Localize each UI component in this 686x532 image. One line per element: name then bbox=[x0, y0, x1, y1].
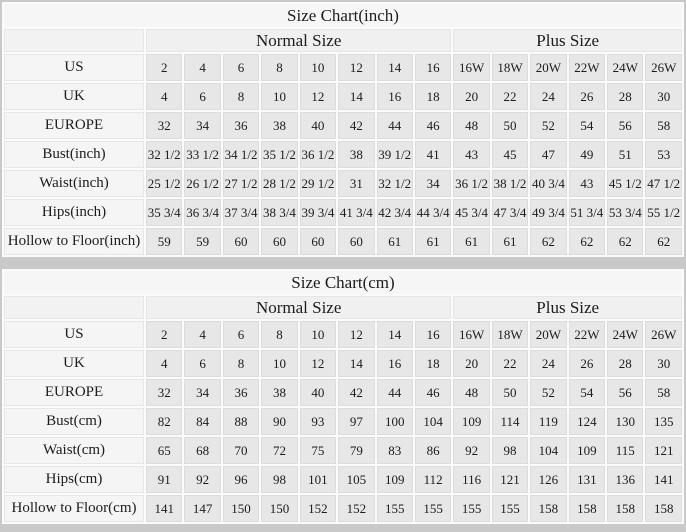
size-cell: 4 bbox=[146, 350, 182, 377]
size-cell: 44 bbox=[377, 112, 413, 139]
size-cell: 91 bbox=[146, 466, 182, 493]
size-cell: 141 bbox=[645, 466, 682, 493]
size-cell: 22 bbox=[492, 350, 528, 377]
size-cell: 6 bbox=[223, 54, 259, 81]
table-row bbox=[4, 199, 682, 226]
size-cell: 109 bbox=[377, 466, 413, 493]
size-cell: 104 bbox=[415, 408, 451, 435]
size-cell: 28 1/2 bbox=[261, 170, 297, 197]
size-cell: 41 3/4 bbox=[338, 199, 374, 226]
size-cell: 30 bbox=[645, 83, 682, 110]
size-cell: 158 bbox=[607, 495, 643, 522]
size-cell: 14 bbox=[338, 83, 374, 110]
size-cell: 48 bbox=[453, 379, 489, 406]
size-cell: 40 bbox=[300, 112, 336, 139]
row-label: US bbox=[4, 321, 144, 348]
corner-cell bbox=[4, 29, 144, 52]
size-cell: 6 bbox=[184, 83, 220, 110]
size-cell: 12 bbox=[300, 83, 336, 110]
size-cell: 90 bbox=[261, 408, 297, 435]
size-cell: 48 bbox=[453, 112, 489, 139]
size-cell: 14 bbox=[338, 350, 374, 377]
size-cell: 155 bbox=[492, 495, 528, 522]
size-cell: 16 bbox=[415, 54, 451, 81]
size-cell: 92 bbox=[184, 466, 220, 493]
size-cell: 155 bbox=[453, 495, 489, 522]
size-cell: 158 bbox=[645, 495, 682, 522]
size-cell: 4 bbox=[184, 54, 220, 81]
size-cell: 43 bbox=[569, 170, 605, 197]
size-cell: 12 bbox=[338, 54, 374, 81]
group-header-row bbox=[4, 296, 682, 319]
size-cell: 43 bbox=[453, 141, 489, 168]
size-cell: 8 bbox=[261, 54, 297, 81]
size-cell: 40 bbox=[300, 379, 336, 406]
size-cell: 84 bbox=[184, 408, 220, 435]
size-cell: 24W bbox=[607, 321, 643, 348]
size-cell: 39 1/2 bbox=[377, 141, 413, 168]
size-cell: 62 bbox=[530, 228, 566, 255]
size-cell: 52 bbox=[530, 112, 566, 139]
size-cell: 24 bbox=[530, 83, 566, 110]
size-cell: 62 bbox=[607, 228, 643, 255]
size-cell: 38 bbox=[261, 112, 297, 139]
size-cell: 56 bbox=[607, 112, 643, 139]
size-cell: 155 bbox=[415, 495, 451, 522]
size-cell: 34 bbox=[415, 170, 451, 197]
size-cell: 44 bbox=[377, 379, 413, 406]
size-cell: 150 bbox=[223, 495, 259, 522]
size-cell: 59 bbox=[146, 228, 182, 255]
size-cell: 32 bbox=[146, 112, 182, 139]
size-cell: 46 bbox=[415, 379, 451, 406]
size-cell: 93 bbox=[300, 408, 336, 435]
size-cell: 49 3/4 bbox=[530, 199, 566, 226]
size-cell: 10 bbox=[261, 83, 297, 110]
size-cell: 35 1/2 bbox=[261, 141, 297, 168]
size-cell: 18 bbox=[415, 350, 451, 377]
row-label: Waist(inch) bbox=[4, 170, 144, 197]
size-cell: 72 bbox=[261, 437, 297, 464]
size-cell: 6 bbox=[184, 350, 220, 377]
size-cell: 60 bbox=[261, 228, 297, 255]
title-row bbox=[4, 4, 682, 27]
size-cell: 42 bbox=[338, 379, 374, 406]
table-row bbox=[4, 408, 682, 435]
row-label: Hollow to Floor(inch) bbox=[4, 228, 144, 255]
size-cell: 51 bbox=[607, 141, 643, 168]
size-cell: 33 1/2 bbox=[184, 141, 220, 168]
size-cell: 40 3/4 bbox=[530, 170, 566, 197]
size-cell: 20 bbox=[453, 83, 489, 110]
table-row bbox=[4, 321, 682, 348]
size-cell: 35 3/4 bbox=[146, 199, 182, 226]
row-label: UK bbox=[4, 83, 144, 110]
size-cell: 152 bbox=[300, 495, 336, 522]
size-cell: 41 bbox=[415, 141, 451, 168]
size-cell: 61 bbox=[492, 228, 528, 255]
size-cell: 4 bbox=[184, 321, 220, 348]
size-cell: 16W bbox=[453, 54, 489, 81]
size-cell: 59 bbox=[184, 228, 220, 255]
size-cell: 54 bbox=[569, 379, 605, 406]
size-cell: 58 bbox=[645, 112, 682, 139]
size-cell: 14 bbox=[377, 321, 413, 348]
normal-size-header: Normal Size bbox=[146, 296, 451, 319]
size-cell: 8 bbox=[223, 83, 259, 110]
size-cell: 70 bbox=[223, 437, 259, 464]
size-cell: 109 bbox=[569, 437, 605, 464]
size-cell: 141 bbox=[146, 495, 182, 522]
row-label: Bust(cm) bbox=[4, 408, 144, 435]
size-chart-inch-table bbox=[2, 2, 684, 257]
row-label: EUROPE bbox=[4, 112, 144, 139]
size-cell: 45 3/4 bbox=[453, 199, 489, 226]
table-row bbox=[4, 379, 682, 406]
size-cell: 56 bbox=[607, 379, 643, 406]
row-label: US bbox=[4, 54, 144, 81]
size-cell: 130 bbox=[607, 408, 643, 435]
size-cell: 75 bbox=[300, 437, 336, 464]
size-cell: 55 1/2 bbox=[645, 199, 682, 226]
table-row bbox=[4, 83, 682, 110]
size-cell: 8 bbox=[261, 321, 297, 348]
size-cell: 10 bbox=[300, 54, 336, 81]
size-cell: 135 bbox=[645, 408, 682, 435]
group-header-row bbox=[4, 29, 682, 52]
size-cell: 112 bbox=[415, 466, 451, 493]
size-cell: 38 bbox=[338, 141, 374, 168]
size-cell: 8 bbox=[223, 350, 259, 377]
size-cell: 61 bbox=[453, 228, 489, 255]
size-cell: 24 bbox=[530, 350, 566, 377]
size-cell: 105 bbox=[338, 466, 374, 493]
size-cell: 16W bbox=[453, 321, 489, 348]
table-row bbox=[4, 437, 682, 464]
row-label: Waist(cm) bbox=[4, 437, 144, 464]
size-cell: 60 bbox=[223, 228, 259, 255]
size-cell: 121 bbox=[492, 466, 528, 493]
size-cell: 45 bbox=[492, 141, 528, 168]
size-cell: 158 bbox=[569, 495, 605, 522]
size-cell: 68 bbox=[184, 437, 220, 464]
size-cell: 16 bbox=[377, 83, 413, 110]
size-cell: 36 bbox=[223, 379, 259, 406]
size-cell: 36 1/2 bbox=[453, 170, 489, 197]
size-cell: 20W bbox=[530, 321, 566, 348]
size-cell: 104 bbox=[530, 437, 566, 464]
size-cell: 42 3/4 bbox=[377, 199, 413, 226]
table-row bbox=[4, 112, 682, 139]
size-cell: 98 bbox=[261, 466, 297, 493]
row-label: UK bbox=[4, 350, 144, 377]
table-row bbox=[4, 228, 682, 255]
size-cell: 25 1/2 bbox=[146, 170, 182, 197]
size-cell: 53 3/4 bbox=[607, 199, 643, 226]
size-cell: 124 bbox=[569, 408, 605, 435]
size-cell: 36 bbox=[223, 112, 259, 139]
size-cell: 36 3/4 bbox=[184, 199, 220, 226]
title-row bbox=[4, 271, 682, 294]
size-cell: 96 bbox=[223, 466, 259, 493]
size-cell: 28 bbox=[607, 350, 643, 377]
size-cell: 26W bbox=[645, 54, 682, 81]
table-title: Size Chart(inch) bbox=[4, 4, 682, 27]
size-cell: 115 bbox=[607, 437, 643, 464]
table-row bbox=[4, 170, 682, 197]
size-cell: 116 bbox=[453, 466, 489, 493]
size-cell: 26 1/2 bbox=[184, 170, 220, 197]
size-cell: 16 bbox=[415, 321, 451, 348]
size-cell: 58 bbox=[645, 379, 682, 406]
size-cell: 39 3/4 bbox=[300, 199, 336, 226]
size-cell: 36 1/2 bbox=[300, 141, 336, 168]
size-cell: 61 bbox=[415, 228, 451, 255]
size-cell: 34 bbox=[184, 379, 220, 406]
size-cell: 101 bbox=[300, 466, 336, 493]
size-cell: 47 bbox=[530, 141, 566, 168]
table-row bbox=[4, 495, 682, 522]
size-cell: 62 bbox=[645, 228, 682, 255]
plus-size-header: Plus Size bbox=[453, 296, 682, 319]
size-cell: 18 bbox=[415, 83, 451, 110]
size-cell: 47 3/4 bbox=[492, 199, 528, 226]
size-cell: 47 1/2 bbox=[645, 170, 682, 197]
size-cell: 44 3/4 bbox=[415, 199, 451, 226]
size-cell: 2 bbox=[146, 321, 182, 348]
size-cell: 29 1/2 bbox=[300, 170, 336, 197]
size-cell: 22W bbox=[569, 321, 605, 348]
size-cell: 79 bbox=[338, 437, 374, 464]
size-cell: 20 bbox=[453, 350, 489, 377]
size-cell: 147 bbox=[184, 495, 220, 522]
size-cell: 86 bbox=[415, 437, 451, 464]
size-cell: 24W bbox=[607, 54, 643, 81]
size-cell: 12 bbox=[300, 350, 336, 377]
normal-size-header: Normal Size bbox=[146, 29, 451, 52]
size-cell: 150 bbox=[261, 495, 297, 522]
size-cell: 46 bbox=[415, 112, 451, 139]
size-cell: 26W bbox=[645, 321, 682, 348]
size-cell: 26 bbox=[569, 83, 605, 110]
row-label: Bust(inch) bbox=[4, 141, 144, 168]
size-cell: 53 bbox=[645, 141, 682, 168]
size-cell: 28 bbox=[607, 83, 643, 110]
size-cell: 49 bbox=[569, 141, 605, 168]
size-cell: 114 bbox=[492, 408, 528, 435]
size-cell: 12 bbox=[338, 321, 374, 348]
row-label: Hips(inch) bbox=[4, 199, 144, 226]
size-cell: 109 bbox=[453, 408, 489, 435]
size-cell: 31 bbox=[338, 170, 374, 197]
size-cell: 45 1/2 bbox=[607, 170, 643, 197]
size-cell: 158 bbox=[530, 495, 566, 522]
size-cell: 82 bbox=[146, 408, 182, 435]
size-cell: 38 3/4 bbox=[261, 199, 297, 226]
size-cell: 60 bbox=[300, 228, 336, 255]
size-cell: 20W bbox=[530, 54, 566, 81]
table-row bbox=[4, 141, 682, 168]
size-chart-cm-table bbox=[2, 269, 684, 524]
size-cell: 32 bbox=[146, 379, 182, 406]
size-cell: 54 bbox=[569, 112, 605, 139]
size-charts-page bbox=[0, 2, 686, 524]
size-cell: 10 bbox=[261, 350, 297, 377]
size-cell: 22W bbox=[569, 54, 605, 81]
size-cell: 32 1/2 bbox=[146, 141, 182, 168]
size-cell: 14 bbox=[377, 54, 413, 81]
size-cell: 22 bbox=[492, 83, 528, 110]
size-cell: 136 bbox=[607, 466, 643, 493]
size-cell: 83 bbox=[377, 437, 413, 464]
size-cell: 34 bbox=[184, 112, 220, 139]
size-cell: 38 1/2 bbox=[492, 170, 528, 197]
size-cell: 97 bbox=[338, 408, 374, 435]
size-cell: 100 bbox=[377, 408, 413, 435]
size-cell: 155 bbox=[377, 495, 413, 522]
size-cell: 126 bbox=[530, 466, 566, 493]
plus-size-header: Plus Size bbox=[453, 29, 682, 52]
size-cell: 119 bbox=[530, 408, 566, 435]
size-cell: 60 bbox=[338, 228, 374, 255]
size-cell: 121 bbox=[645, 437, 682, 464]
table-title: Size Chart(cm) bbox=[4, 271, 682, 294]
size-cell: 51 3/4 bbox=[569, 199, 605, 226]
size-cell: 4 bbox=[146, 83, 182, 110]
size-cell: 65 bbox=[146, 437, 182, 464]
table-row bbox=[4, 54, 682, 81]
size-cell: 37 3/4 bbox=[223, 199, 259, 226]
size-cell: 42 bbox=[338, 112, 374, 139]
size-cell: 88 bbox=[223, 408, 259, 435]
size-cell: 61 bbox=[377, 228, 413, 255]
table-row bbox=[4, 350, 682, 377]
size-cell: 2 bbox=[146, 54, 182, 81]
size-cell: 27 1/2 bbox=[223, 170, 259, 197]
size-cell: 30 bbox=[645, 350, 682, 377]
size-cell: 18W bbox=[492, 54, 528, 81]
size-cell: 10 bbox=[300, 321, 336, 348]
size-cell: 34 1/2 bbox=[223, 141, 259, 168]
size-cell: 38 bbox=[261, 379, 297, 406]
size-cell: 32 1/2 bbox=[377, 170, 413, 197]
size-cell: 6 bbox=[223, 321, 259, 348]
size-cell: 16 bbox=[377, 350, 413, 377]
size-cell: 152 bbox=[338, 495, 374, 522]
size-cell: 98 bbox=[492, 437, 528, 464]
row-label: Hips(cm) bbox=[4, 466, 144, 493]
size-cell: 50 bbox=[492, 379, 528, 406]
size-cell: 52 bbox=[530, 379, 566, 406]
size-cell: 62 bbox=[569, 228, 605, 255]
size-cell: 131 bbox=[569, 466, 605, 493]
size-cell: 92 bbox=[453, 437, 489, 464]
table-row bbox=[4, 466, 682, 493]
corner-cell bbox=[4, 296, 144, 319]
row-label: EUROPE bbox=[4, 379, 144, 406]
size-cell: 26 bbox=[569, 350, 605, 377]
size-cell: 18W bbox=[492, 321, 528, 348]
row-label: Hollow to Floor(cm) bbox=[4, 495, 144, 522]
size-cell: 50 bbox=[492, 112, 528, 139]
